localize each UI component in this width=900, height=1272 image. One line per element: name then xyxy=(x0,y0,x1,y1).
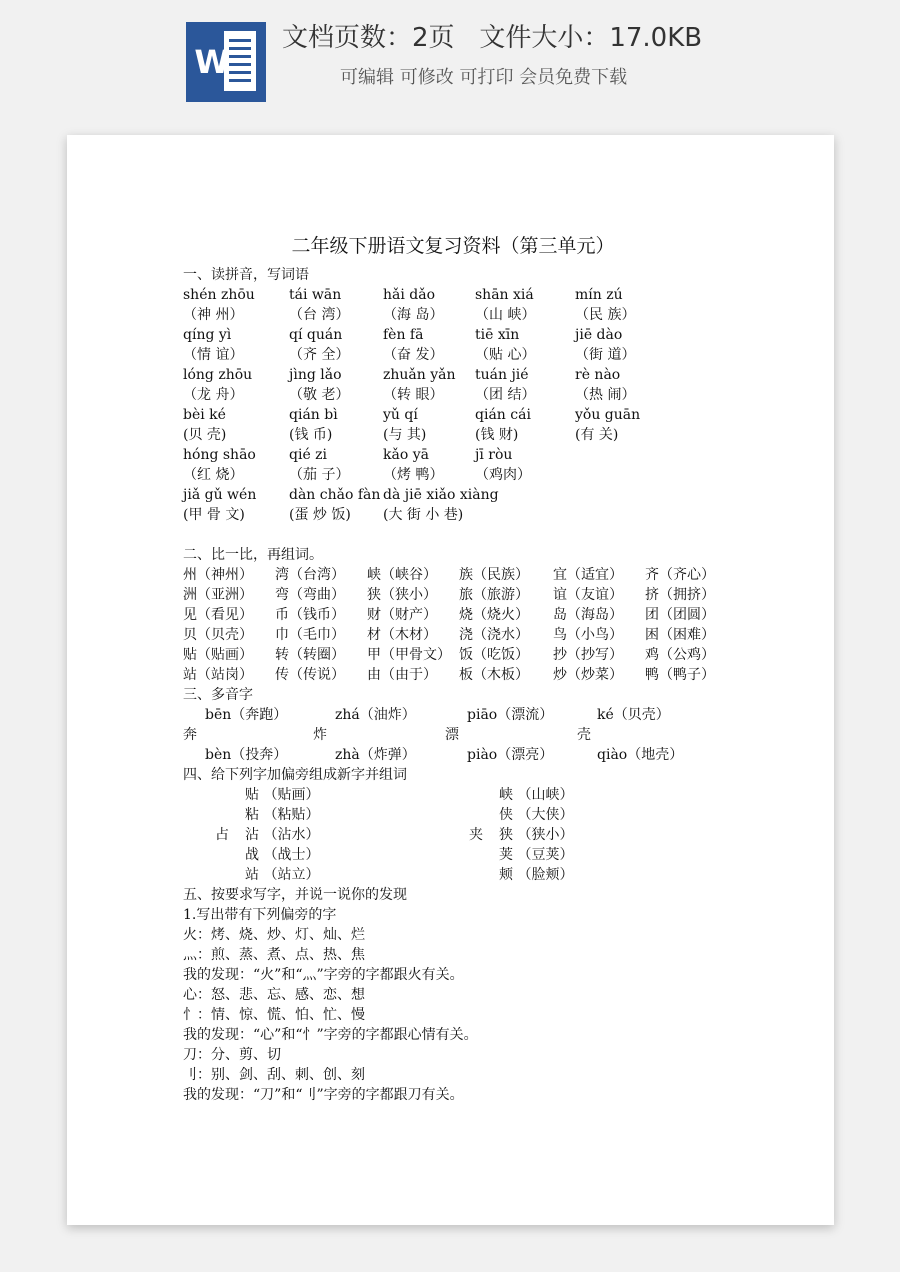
polyphone-char: 炸 xyxy=(313,727,327,743)
new-char-left: 沾 （沾水） xyxy=(245,827,320,843)
compare-cell: 甲（甲骨文） xyxy=(367,647,451,663)
compare-cell: 弯（弯曲） xyxy=(275,587,345,603)
pinyin-cell: dàn chǎo fàn xyxy=(289,487,381,503)
finding-line: 刀：分、剪、切 xyxy=(183,1047,281,1063)
polyphone-reading: piāo（漂流） xyxy=(467,707,554,723)
polyphone-reading: ké（贝壳） xyxy=(597,707,670,723)
finding-line: 心：怒、悲、忘、感、恋、想 xyxy=(183,987,365,1003)
word-cell: （鸡肉） xyxy=(475,467,531,483)
compare-cell: 币（钱币） xyxy=(275,607,345,623)
new-char-right: 荚 （豆荚） xyxy=(499,847,574,863)
pinyin-cell: fèn fā xyxy=(383,327,424,343)
pinyin-row xyxy=(183,445,763,465)
pinyin-cell: rè nào xyxy=(575,367,621,383)
polyphone-top-row xyxy=(183,705,763,725)
compare-cell: 州（神州） xyxy=(183,567,253,583)
compare-cell: 湾（台湾） xyxy=(275,567,345,583)
word-cell: （奋 发） xyxy=(383,347,444,363)
compare-cell: 鸡（公鸡） xyxy=(645,647,715,663)
word-cell: （团 结） xyxy=(475,387,536,403)
radical-row xyxy=(183,805,763,825)
compare-cell: 见（看见） xyxy=(183,607,253,623)
finding-line: 刂：别、剑、刮、刺、创、刻 xyxy=(183,1067,365,1083)
word-cell: （齐 全） xyxy=(289,347,350,363)
pinyin-cell: qí quán xyxy=(289,327,343,343)
word-icon-line xyxy=(229,63,251,66)
polyphone-reading: zhà（炸弹） xyxy=(335,747,416,763)
word-cell: （转 眼） xyxy=(383,387,444,403)
word-cell: （红 烧） xyxy=(183,467,244,483)
finding-line: 我的发现：“刀”和“刂”字旁的字都跟刀有关。 xyxy=(183,1087,464,1103)
word-cell: （海 岛） xyxy=(383,307,444,323)
word-cell: (大 街 小 巷) xyxy=(383,507,464,523)
compare-cell: 转（转圈） xyxy=(275,647,345,663)
word-cell: （台 湾） xyxy=(289,307,350,323)
compare-cell: 传（传说） xyxy=(275,667,345,683)
document-body xyxy=(183,231,763,1105)
word-cell: （神 州） xyxy=(183,307,244,323)
new-char-left: 站 （站立） xyxy=(245,867,320,883)
word-cell: （茄 子） xyxy=(289,467,350,483)
compare-cell: 宜（适宜） xyxy=(553,567,623,583)
compare-cell: 站（站岗） xyxy=(183,667,253,683)
word-cell: (有 关) xyxy=(575,427,619,443)
polyphone-bottom-row xyxy=(183,745,763,765)
compare-cell: 材（木材） xyxy=(367,627,437,643)
word-cell: （街 道） xyxy=(575,347,636,363)
pinyin-cell: jiǎ gǔ wén xyxy=(183,487,257,503)
word-row xyxy=(183,385,763,405)
pinyin-cell: jiē dào xyxy=(575,327,623,343)
pinyin-cell: hǎi dǎo xyxy=(383,287,436,303)
compare-cell: 由（由于） xyxy=(367,667,437,683)
compare-row xyxy=(183,585,763,605)
compare-cell: 巾（毛巾） xyxy=(275,627,345,643)
root-char-right: 夹 xyxy=(469,827,483,843)
pinyin-cell: shān xiá xyxy=(475,287,534,303)
compare-cell: 炒（炒菜） xyxy=(553,667,623,683)
pinyin-cell: qián bì xyxy=(289,407,338,423)
radical-row xyxy=(183,865,763,885)
finding-line: 火：烤、烧、炒、灯、灿、烂 xyxy=(183,927,365,943)
pinyin-cell: bèi ké xyxy=(183,407,226,423)
file-features: 可编辑 可修改 可打印 会员免费下载 xyxy=(340,67,628,88)
word-cell: (与 其) xyxy=(383,427,427,443)
compare-row xyxy=(183,565,763,585)
compare-cell: 饭（吃饭） xyxy=(459,647,529,663)
pinyin-row xyxy=(183,485,763,505)
compare-row xyxy=(183,605,763,625)
compare-cell: 峡（峡谷） xyxy=(367,567,437,583)
polyphone-reading: piào（漂亮） xyxy=(467,747,554,763)
word-row xyxy=(183,345,763,365)
radical-row xyxy=(183,785,763,805)
polyphone-reading: zhá（油炸） xyxy=(335,707,416,723)
compare-cell: 困（困难） xyxy=(645,627,715,643)
new-char-right: 侠 （大侠） xyxy=(499,807,574,823)
compare-cell: 板（木板） xyxy=(459,667,529,683)
root-char-left: 占 xyxy=(215,827,229,843)
pinyin-cell: mín zú xyxy=(575,287,623,303)
compare-cell: 旅（旅游） xyxy=(459,587,529,603)
word-cell: （热 闹） xyxy=(575,387,636,403)
pinyin-cell: dà jiē xiǎo xiàng xyxy=(383,487,499,503)
new-char-left: 粘 （粘贴） xyxy=(245,807,320,823)
pinyin-cell: hóng shāo xyxy=(183,447,256,463)
compare-cell: 鸭（鸭子） xyxy=(645,667,715,683)
compare-row xyxy=(183,625,763,645)
pinyin-cell: jī ròu xyxy=(475,447,513,463)
word-cell: （民 族） xyxy=(575,307,636,323)
pinyin-cell: lóng zhōu xyxy=(183,367,253,383)
compare-row xyxy=(183,645,763,665)
pinyin-cell: tiē xīn xyxy=(475,327,520,343)
polyphone-char: 奔 xyxy=(183,727,197,743)
section-3-heading: 三、多音字 xyxy=(183,687,253,703)
new-char-left: 战 （战士） xyxy=(245,847,320,863)
word-cell: （贴 心） xyxy=(475,347,536,363)
compare-cell: 齐（齐心） xyxy=(645,567,715,583)
pinyin-cell: zhuǎn yǎn xyxy=(383,367,456,383)
polyphone-char: 漂 xyxy=(445,727,459,743)
compare-cell: 鸟（小鸟） xyxy=(553,627,623,643)
word-icon-line xyxy=(229,71,251,74)
compare-cell: 浇（浇水） xyxy=(459,627,529,643)
new-char-left: 贴 （贴画） xyxy=(245,787,320,803)
pinyin-cell: shén zhōu xyxy=(183,287,255,303)
finding-line: 忄：情、惊、慌、怕、忙、慢 xyxy=(183,1007,365,1023)
word-icon-line xyxy=(229,39,251,42)
compare-cell: 烧（烧火） xyxy=(459,607,529,623)
finding-line: 灬：煎、蒸、煮、点、热、焦 xyxy=(183,947,365,963)
word-row xyxy=(183,465,763,485)
polyphone-char: 壳 xyxy=(577,727,591,743)
compare-cell: 狭（狭小） xyxy=(367,587,437,603)
file-info-title: 文档页数：2页 文件大小：17.0KB xyxy=(282,23,703,53)
compare-row xyxy=(183,665,763,685)
word-icon-line xyxy=(229,55,251,58)
word-row xyxy=(183,505,763,525)
pinyin-words-section xyxy=(183,285,763,525)
word-icon-line xyxy=(229,79,251,82)
pinyin-cell: qíng yì xyxy=(183,327,232,343)
pinyin-row xyxy=(183,285,763,305)
radical-add-section xyxy=(183,785,763,885)
new-char-right: 颊 （脸颊） xyxy=(499,867,574,883)
word-cell: （山 峡） xyxy=(475,307,536,323)
document-page xyxy=(67,135,834,1225)
compare-cell: 族（民族） xyxy=(459,567,529,583)
compare-cell: 洲（亚洲） xyxy=(183,587,253,603)
radical-row xyxy=(183,825,763,845)
polyphone-reading: qiào（地壳） xyxy=(597,747,684,763)
word-cell: （龙 舟） xyxy=(183,387,244,403)
radical-findings-section xyxy=(183,905,763,1105)
word-doc-icon xyxy=(186,22,266,102)
pinyin-cell: tuán jié xyxy=(475,367,529,383)
pinyin-row xyxy=(183,405,763,425)
word-cell: (甲 骨 文) xyxy=(183,507,245,523)
compare-cell: 财（财产） xyxy=(367,607,437,623)
radical-row xyxy=(183,845,763,865)
polyphone-reading: bèn（投奔） xyxy=(205,747,288,763)
word-icon-line xyxy=(229,47,251,50)
compare-cell: 贴（贴画） xyxy=(183,647,253,663)
pinyin-cell: kǎo yā xyxy=(383,447,429,463)
word-icon-letter: W xyxy=(194,43,230,81)
polyphone-reading: bēn（奔跑） xyxy=(205,707,288,723)
finding-line: 1.写出带有下列偏旁的字 xyxy=(183,907,337,923)
word-cell: （情 谊） xyxy=(183,347,244,363)
compare-cell: 挤（拥挤） xyxy=(645,587,715,603)
section-5-heading: 五、按要求写字，并说一说你的发现 xyxy=(183,887,407,903)
blank-line xyxy=(183,525,763,545)
section-1-heading: 一、读拼音，写词语 xyxy=(183,267,309,283)
word-cell: (钱 币) xyxy=(289,427,333,443)
pinyin-cell: tái wān xyxy=(289,287,342,303)
pinyin-cell: yǒu guān xyxy=(575,407,641,423)
word-cell: （敬 老） xyxy=(289,387,350,403)
compare-cell: 谊（友谊） xyxy=(553,587,623,603)
word-cell: (钱 财) xyxy=(475,427,519,443)
pinyin-cell: yǔ qí xyxy=(383,407,418,423)
finding-line: 我的发现：“火”和“灬”字旁的字都跟火有关。 xyxy=(183,967,464,983)
compare-cell: 贝（贝壳） xyxy=(183,627,253,643)
word-cell: （烤 鸭） xyxy=(383,467,444,483)
pinyin-cell: jìng lǎo xyxy=(289,367,342,383)
download-banner xyxy=(0,0,900,110)
word-row xyxy=(183,425,763,445)
pinyin-cell: qián cái xyxy=(475,407,531,423)
word-row xyxy=(183,305,763,325)
document-title: 二年级下册语文复习资料（第三单元） xyxy=(291,235,615,257)
section-2-heading: 二、比一比，再组词。 xyxy=(183,547,323,563)
pinyin-cell: qié zi xyxy=(289,447,328,463)
compare-words-section xyxy=(183,565,763,685)
word-cell: (蛋 炒 饭) xyxy=(289,507,351,523)
new-char-right: 峡 （山峡） xyxy=(499,787,574,803)
pinyin-row xyxy=(183,325,763,345)
word-cell: (贝 壳) xyxy=(183,427,227,443)
section-4-heading: 四、给下列字加偏旁组成新字并组词 xyxy=(183,767,407,783)
compare-cell: 岛（海岛） xyxy=(553,607,623,623)
new-char-right: 狭 （狭小） xyxy=(499,827,574,843)
compare-cell: 团（团圆） xyxy=(645,607,715,623)
finding-line: 我的发现：“心”和“忄”字旁的字都跟心情有关。 xyxy=(183,1027,478,1043)
pinyin-row xyxy=(183,365,763,385)
polyphone-char-row xyxy=(183,725,763,745)
compare-cell: 抄（抄写） xyxy=(553,647,623,663)
